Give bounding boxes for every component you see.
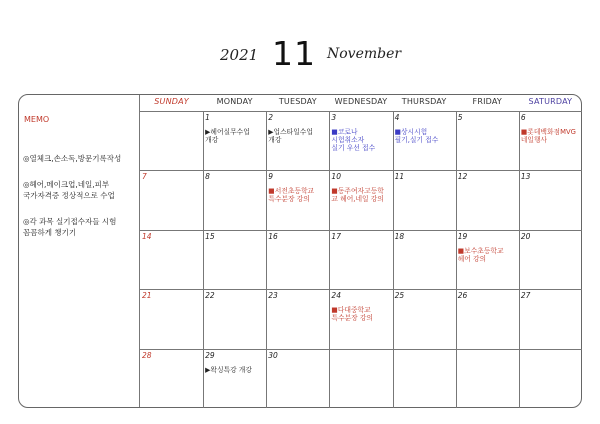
- day-number: 21: [142, 291, 152, 301]
- day-cell[interactable]: [329, 111, 392, 170]
- calendar-event[interactable]: [331, 128, 375, 152]
- year-label: 2021: [220, 46, 259, 64]
- day-cell[interactable]: [456, 349, 519, 408]
- day-number: 16: [268, 231, 278, 241]
- calendar-event[interactable]: [331, 306, 373, 322]
- day-number: 17: [331, 231, 341, 241]
- memo-title: MEMO: [24, 115, 50, 124]
- day-number: 3: [331, 113, 337, 122]
- day-number: 24: [331, 291, 341, 301]
- memo-note: ◎열체크,손소독,방문기록작성: [23, 154, 122, 163]
- day-cell[interactable]: [203, 170, 266, 229]
- day-number: 18: [394, 231, 405, 241]
- day-cell[interactable]: [519, 349, 582, 408]
- event-text: 코로나 시험취소자 실기 우선 접수: [331, 128, 376, 152]
- memo-note: ◎헤어,메이크업,네일,피부 국가자격증 정상적으로 수업: [23, 180, 115, 200]
- event-text: 업스타일수업 개강: [268, 128, 313, 144]
- day-number: 9: [268, 172, 274, 182]
- month-number: 11: [272, 34, 316, 73]
- day-cell[interactable]: [519, 170, 582, 229]
- day-number: 14: [142, 231, 152, 241]
- day-number: 25: [394, 291, 405, 301]
- day-cell[interactable]: [393, 111, 456, 170]
- event-text: 헤어실무수업 개강: [205, 128, 250, 144]
- day-cell[interactable]: [266, 170, 329, 229]
- calendar-event[interactable]: [458, 247, 504, 263]
- square-bullet-icon: ■: [457, 246, 465, 255]
- day-cell[interactable]: [519, 230, 582, 289]
- weekday-label-friday: FRIDAY: [472, 97, 503, 106]
- square-bullet-icon: ■: [331, 187, 338, 196]
- day-number: 27: [520, 291, 531, 301]
- event-text: 롯데백화점MVG 네일행사: [520, 128, 576, 144]
- day-number: 13: [520, 172, 531, 182]
- memo-note: ◎각 과목 실기접수자들 시험 꼼꼼하게 챙기기: [23, 217, 117, 237]
- day-cell[interactable]: [329, 349, 392, 408]
- day-cell[interactable]: [140, 349, 203, 408]
- memo-column: [19, 95, 140, 407]
- day-cell[interactable]: [456, 230, 519, 289]
- day-cell[interactable]: [393, 349, 456, 408]
- day-cell[interactable]: [203, 230, 266, 289]
- weekday-label-monday: MONDAY: [216, 97, 253, 106]
- square-bullet-icon: ■: [394, 128, 401, 136]
- day-cell[interactable]: [140, 170, 203, 229]
- event-text: 왁싱특강 개강: [210, 365, 252, 374]
- calendar-frame: [18, 94, 582, 408]
- weekday-label-tuesday: TUESDAY: [278, 97, 317, 106]
- weekday-label-wednesday: WEDNESDAY: [334, 97, 388, 106]
- event-text: 다대중학교 특수분장 강의: [331, 306, 373, 323]
- day-cell[interactable]: [456, 289, 519, 348]
- day-cell[interactable]: [329, 289, 392, 348]
- day-number: 12: [457, 172, 468, 182]
- day-cell[interactable]: [203, 289, 266, 348]
- month-name: November: [327, 46, 402, 62]
- day-number: 11: [394, 172, 405, 182]
- day-number: 19: [457, 231, 468, 241]
- day-number: 26: [457, 291, 468, 301]
- day-cell[interactable]: [393, 289, 456, 348]
- day-cell[interactable]: [266, 289, 329, 348]
- play-bullet-icon: ▶: [205, 128, 211, 136]
- day-cell[interactable]: [140, 111, 203, 170]
- calendar-header: [0, 34, 600, 74]
- day-number: 1: [205, 113, 210, 122]
- day-number: 10: [331, 172, 341, 182]
- day-cell[interactable]: [456, 111, 519, 170]
- day-number: 6: [520, 113, 526, 122]
- day-cell[interactable]: [203, 111, 266, 170]
- day-number: 28: [142, 350, 152, 360]
- day-cell[interactable]: [393, 170, 456, 229]
- square-bullet-icon: ■: [268, 187, 275, 196]
- event-text: 상시시험 필기,실기 접수: [394, 128, 439, 144]
- calendar-event[interactable]: [268, 187, 314, 203]
- day-cell[interactable]: [266, 111, 329, 170]
- calendar-event[interactable]: [331, 187, 383, 203]
- calendar-event[interactable]: [205, 366, 252, 374]
- event-text: 동주여자고등학 교 헤어,네일 강의: [331, 187, 384, 204]
- weekday-label-thursday: THURSDAY: [401, 97, 447, 106]
- day-number: 5: [457, 113, 463, 122]
- day-cell[interactable]: [519, 111, 582, 170]
- day-number: 30: [268, 350, 278, 360]
- day-cell[interactable]: [140, 230, 203, 289]
- event-text: 보수초등학교 헤어 강의: [457, 246, 504, 263]
- day-number: 22: [205, 291, 215, 301]
- day-number: 8: [205, 172, 210, 182]
- weekday-label-sunday: SUNDAY: [154, 97, 189, 106]
- day-cell[interactable]: [393, 230, 456, 289]
- calendar-grid: [140, 111, 582, 408]
- square-bullet-icon: ■: [520, 128, 528, 136]
- day-cell[interactable]: [519, 289, 582, 348]
- day-cell[interactable]: [456, 170, 519, 229]
- day-cell[interactable]: [266, 230, 329, 289]
- calendar-event[interactable]: [205, 128, 250, 144]
- calendar-event[interactable]: [395, 128, 439, 144]
- day-cell[interactable]: [329, 230, 392, 289]
- day-cell[interactable]: [203, 349, 266, 408]
- calendar-event[interactable]: [521, 128, 576, 144]
- day-number: 23: [268, 291, 278, 301]
- square-bullet-icon: ■: [331, 128, 338, 136]
- weekday-label-saturday: SATURDAY: [528, 97, 573, 106]
- event-text: 서전초등학교 특수분장 강의: [268, 187, 315, 204]
- square-bullet-icon: ■: [331, 306, 338, 315]
- day-number: 2: [268, 113, 274, 122]
- day-number: 29: [205, 350, 215, 360]
- play-bullet-icon: ▶: [268, 128, 274, 136]
- day-number: 4: [394, 113, 400, 122]
- day-number: 15: [205, 231, 215, 241]
- calendar-event[interactable]: [268, 128, 313, 144]
- day-number: 7: [142, 172, 147, 182]
- day-cell[interactable]: [329, 170, 392, 229]
- day-number: 20: [520, 231, 531, 241]
- play-bullet-icon: ▶: [205, 365, 211, 374]
- day-cell[interactable]: [140, 289, 203, 348]
- day-cell[interactable]: [266, 349, 329, 408]
